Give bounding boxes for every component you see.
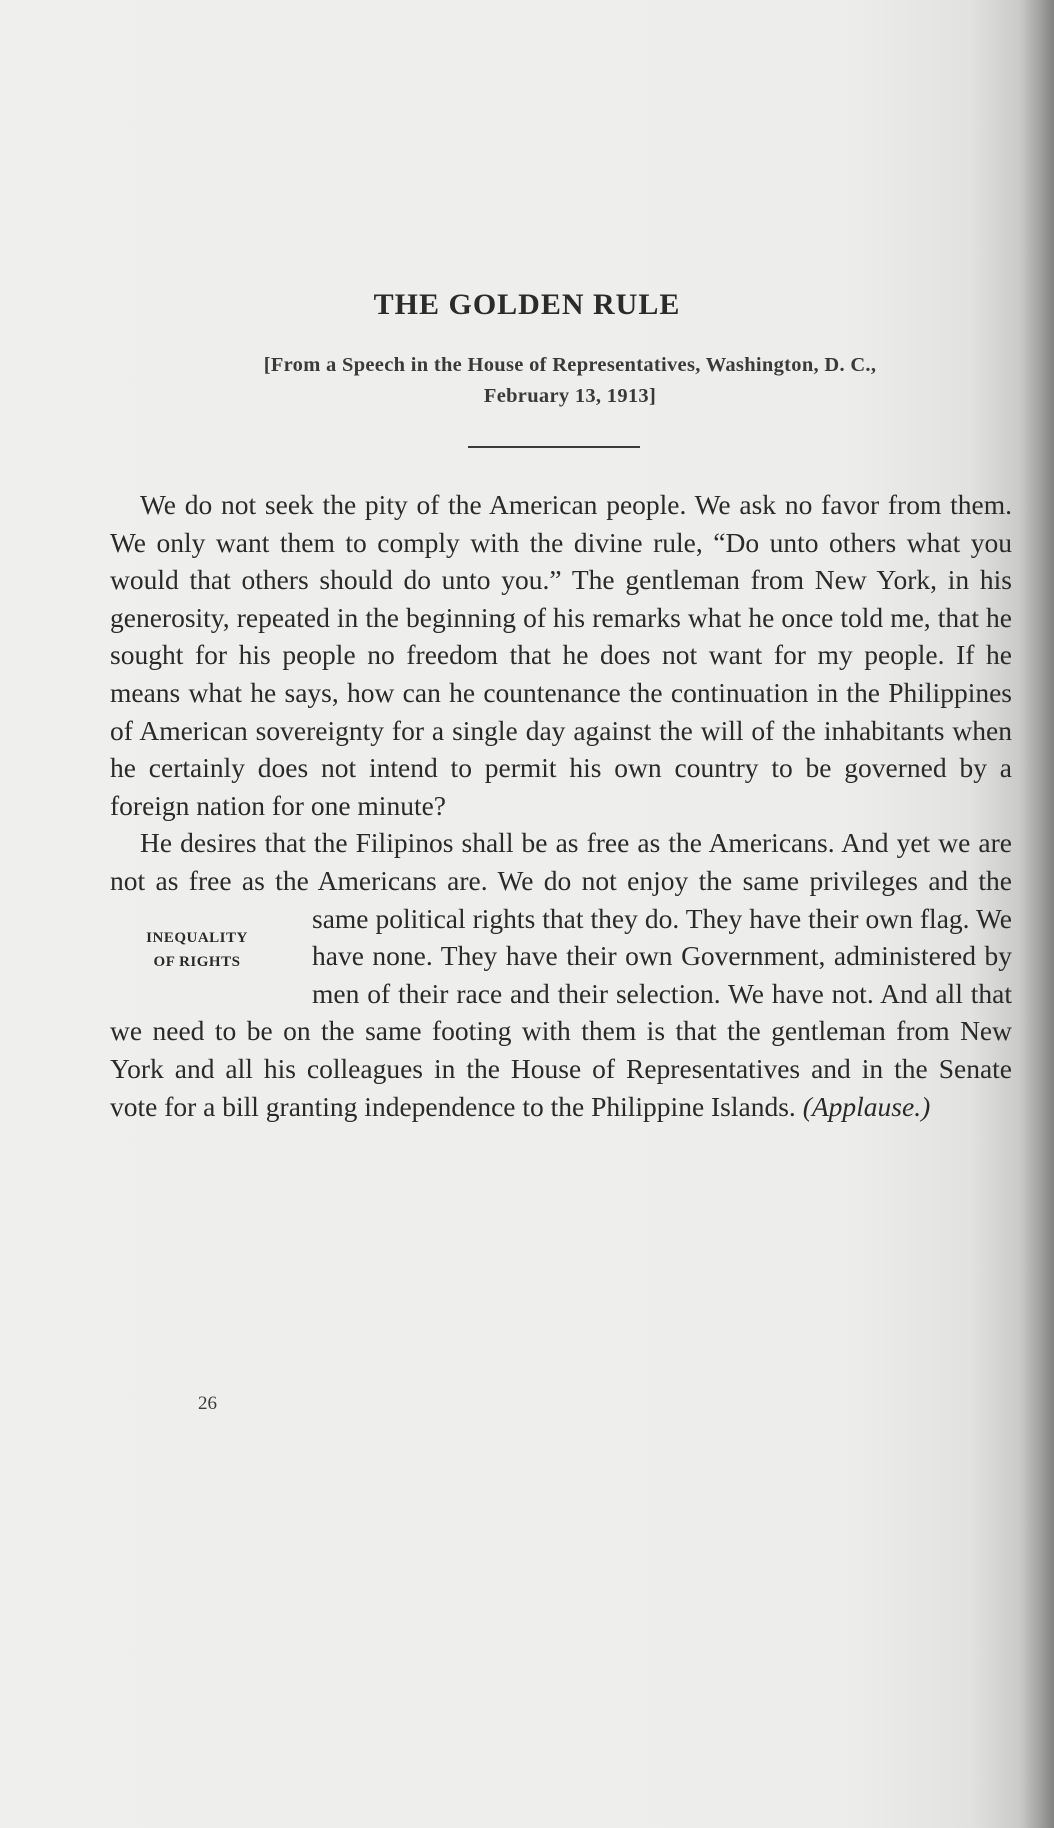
chapter-title: THE GOLDEN RULE <box>373 288 681 321</box>
paragraph-1: We do not seek the pity of the American people. We ask no favor from them. We only want them to comply with the divine rule, “Do unto others what you would that others should do unto you.” The gentleman from New York, in his generosity, repeated in the beginning of his remarks what he once told me, that he sought for his people no freedom that he does not want for my people. If he means what he says, how can he countenance the continuation in the Philippines of American sovereignty for a single day against the will of the inhabitants when he certainly does not intend to permit his own country to be governed by a foreign nation for one minute? <box>110 489 1012 821</box>
applause-note: (Applause.) <box>802 1090 931 1122</box>
source-citation <box>100 350 1040 412</box>
source-line-1: [From a Speech in the House of Representatives, Washington, D. C., <box>263 354 877 376</box>
title-divider <box>468 446 640 448</box>
margin-note-line-1: INEQUALITY <box>146 929 248 946</box>
page-binding-shadow <box>1020 0 1054 1828</box>
speech-text <box>110 486 1012 1125</box>
page-number: 26 <box>198 1393 217 1414</box>
paragraph-2-start: He desires that the Filipinos shall be as free as the Americans. And yet we are not as free as the Americans are. We do not enjoy the same privileges and the same <box>110 827 1012 934</box>
margin-note <box>102 926 292 974</box>
margin-note-line-2: OF RIGHTS <box>153 953 241 970</box>
source-line-2: February 13, 1913] <box>483 385 657 407</box>
paragraph-2 <box>110 824 1012 1125</box>
paragraph-2-rest: political rights that they do. They have their own flag. We have none. They have their own Government, administered by men of their race and their selection. We have not. And all that we need to be on the same footing with them is that the gentleman from New York and all his colleagues in the House of Representatives and in the Senate vote for a bill granting independence to the Philippine Islands. <box>110 902 1012 1122</box>
